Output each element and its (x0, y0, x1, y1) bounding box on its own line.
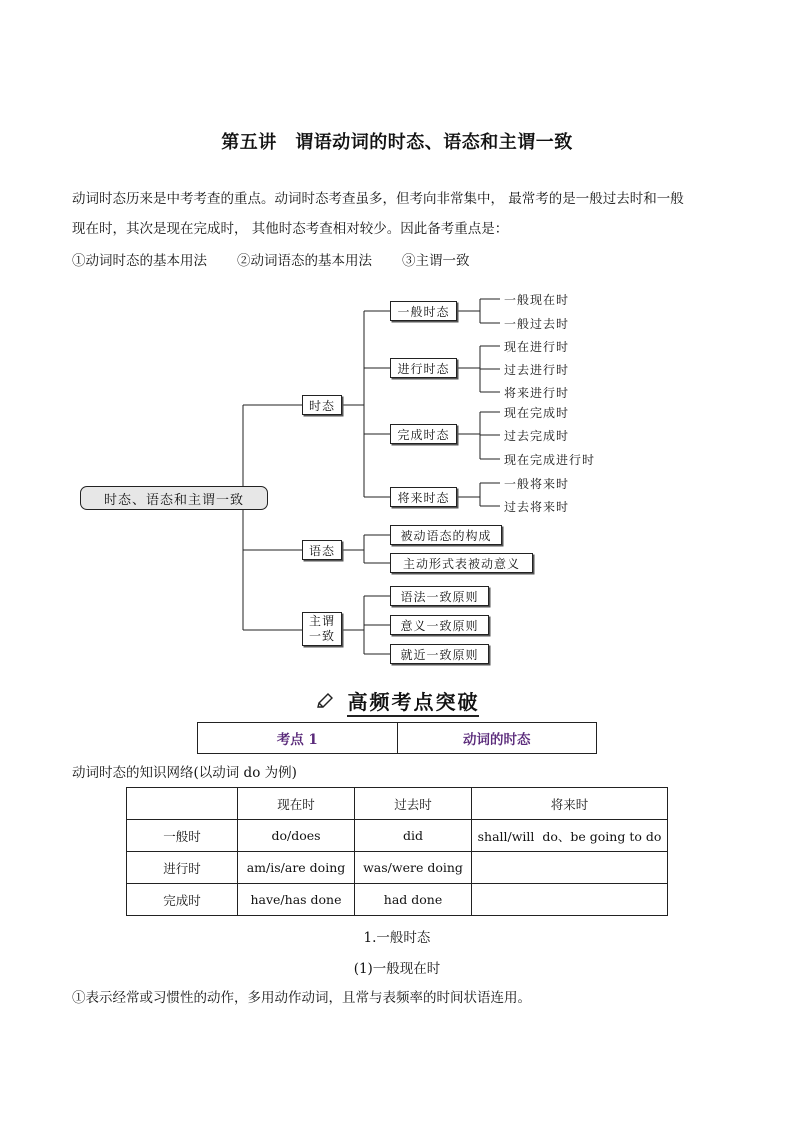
table-cell: shall/will do、be going to do (472, 820, 668, 852)
voice-item-active-passive-meaning: 主动形式表被动意义 (390, 553, 533, 573)
table-row (127, 884, 668, 916)
leaf-present-perfect-progressive: 现在完成进行时 (504, 453, 596, 467)
intro-line-1: 动词时态历来是中考考查的重点。动词时态考查虽多，但考向非常集中， 最常考的是一般过去时和一般 (72, 191, 684, 207)
intro-line-2: 现在时，其次是现在完成时， 其他时态考查相对较少。因此备考重点是： (72, 221, 509, 237)
leaf-present-progressive: 现在进行时 (504, 340, 570, 354)
agreement-node (302, 612, 342, 646)
kaodian-topic: 动词的时态 (463, 732, 531, 748)
table-row (127, 852, 668, 884)
leaf-future-in-past: 过去将来时 (504, 500, 570, 514)
agreement-item-grammar: 语法一致原则 (390, 586, 489, 606)
table-cell: am/is/are doing (238, 852, 355, 884)
leaf-past-progressive: 过去进行时 (504, 363, 570, 377)
table-row (127, 820, 668, 852)
key-point-2: ②动词语态的基本用法 (237, 253, 372, 269)
table-cell: do/does (238, 820, 355, 852)
leaf-future-progressive: 将来进行时 (504, 386, 570, 400)
simple-tense-node: 一般时态 (390, 301, 457, 321)
table-cell: 一般时 (127, 820, 238, 852)
key-point-3: ③主谓一致 (402, 253, 470, 269)
agreement-line-2: 一致 (308, 629, 335, 643)
root-node: 时态、语态和主谓一致 (80, 486, 268, 510)
table-cell: had done (355, 884, 472, 916)
section-banner (0, 686, 794, 716)
section-heading-1: 1.一般时态 (363, 930, 431, 946)
tense-table (126, 787, 668, 916)
leaf-simple-past: 一般过去时 (504, 317, 570, 331)
table-cell: have/has done (238, 884, 355, 916)
key-point-1: ①动词时态的基本用法 (72, 253, 207, 269)
kaodian-box (197, 722, 597, 754)
table-cell (472, 852, 668, 884)
table-cell (472, 884, 668, 916)
table-caption: 动词时态的知识网络(以动词 do 为例) (72, 765, 297, 781)
leaf-present-perfect: 现在完成时 (504, 406, 570, 420)
leaf-past-perfect: 过去完成时 (504, 429, 570, 443)
table-header-cell: 将来时 (472, 788, 668, 820)
leaf-simple-present: 一般现在时 (504, 293, 570, 307)
leaf-simple-future: 一般将来时 (504, 477, 570, 491)
section-heading-1-1: (1)一般现在时 (353, 961, 441, 977)
table-header-cell: 过去时 (355, 788, 472, 820)
table-cell: was/were doing (355, 852, 472, 884)
future-tense-node: 将来时态 (390, 487, 457, 507)
agreement-item-proximity: 就近一致原则 (390, 644, 489, 664)
table-cell: did (355, 820, 472, 852)
table-cell: 进行时 (127, 852, 238, 884)
rule-1: ①表示经常或习惯性的动作，多用动作动词，且常与表频率的时间状语连用。 (72, 990, 531, 1006)
banner-text: 高频考点突破 (347, 690, 479, 717)
voice-node: 语态 (302, 540, 342, 560)
page-title: 第五讲 谓语动词的时态、语态和主谓一致 (221, 132, 573, 153)
agreement-item-meaning: 意义一致原则 (390, 615, 489, 635)
table-cell: 完成时 (127, 884, 238, 916)
tense-node: 时态 (302, 395, 342, 415)
agreement-line-1: 主谓 (308, 614, 335, 628)
table-header-cell (127, 788, 238, 820)
table-header-row (127, 788, 668, 820)
kaodian-label: 考点 1 (198, 723, 398, 753)
pencil-icon (315, 691, 335, 716)
voice-item-passive-form: 被动语态的构成 (390, 525, 502, 545)
perfect-tense-node: 完成时态 (390, 424, 457, 444)
table-header-cell: 现在时 (238, 788, 355, 820)
progressive-tense-node: 进行时态 (390, 358, 457, 378)
